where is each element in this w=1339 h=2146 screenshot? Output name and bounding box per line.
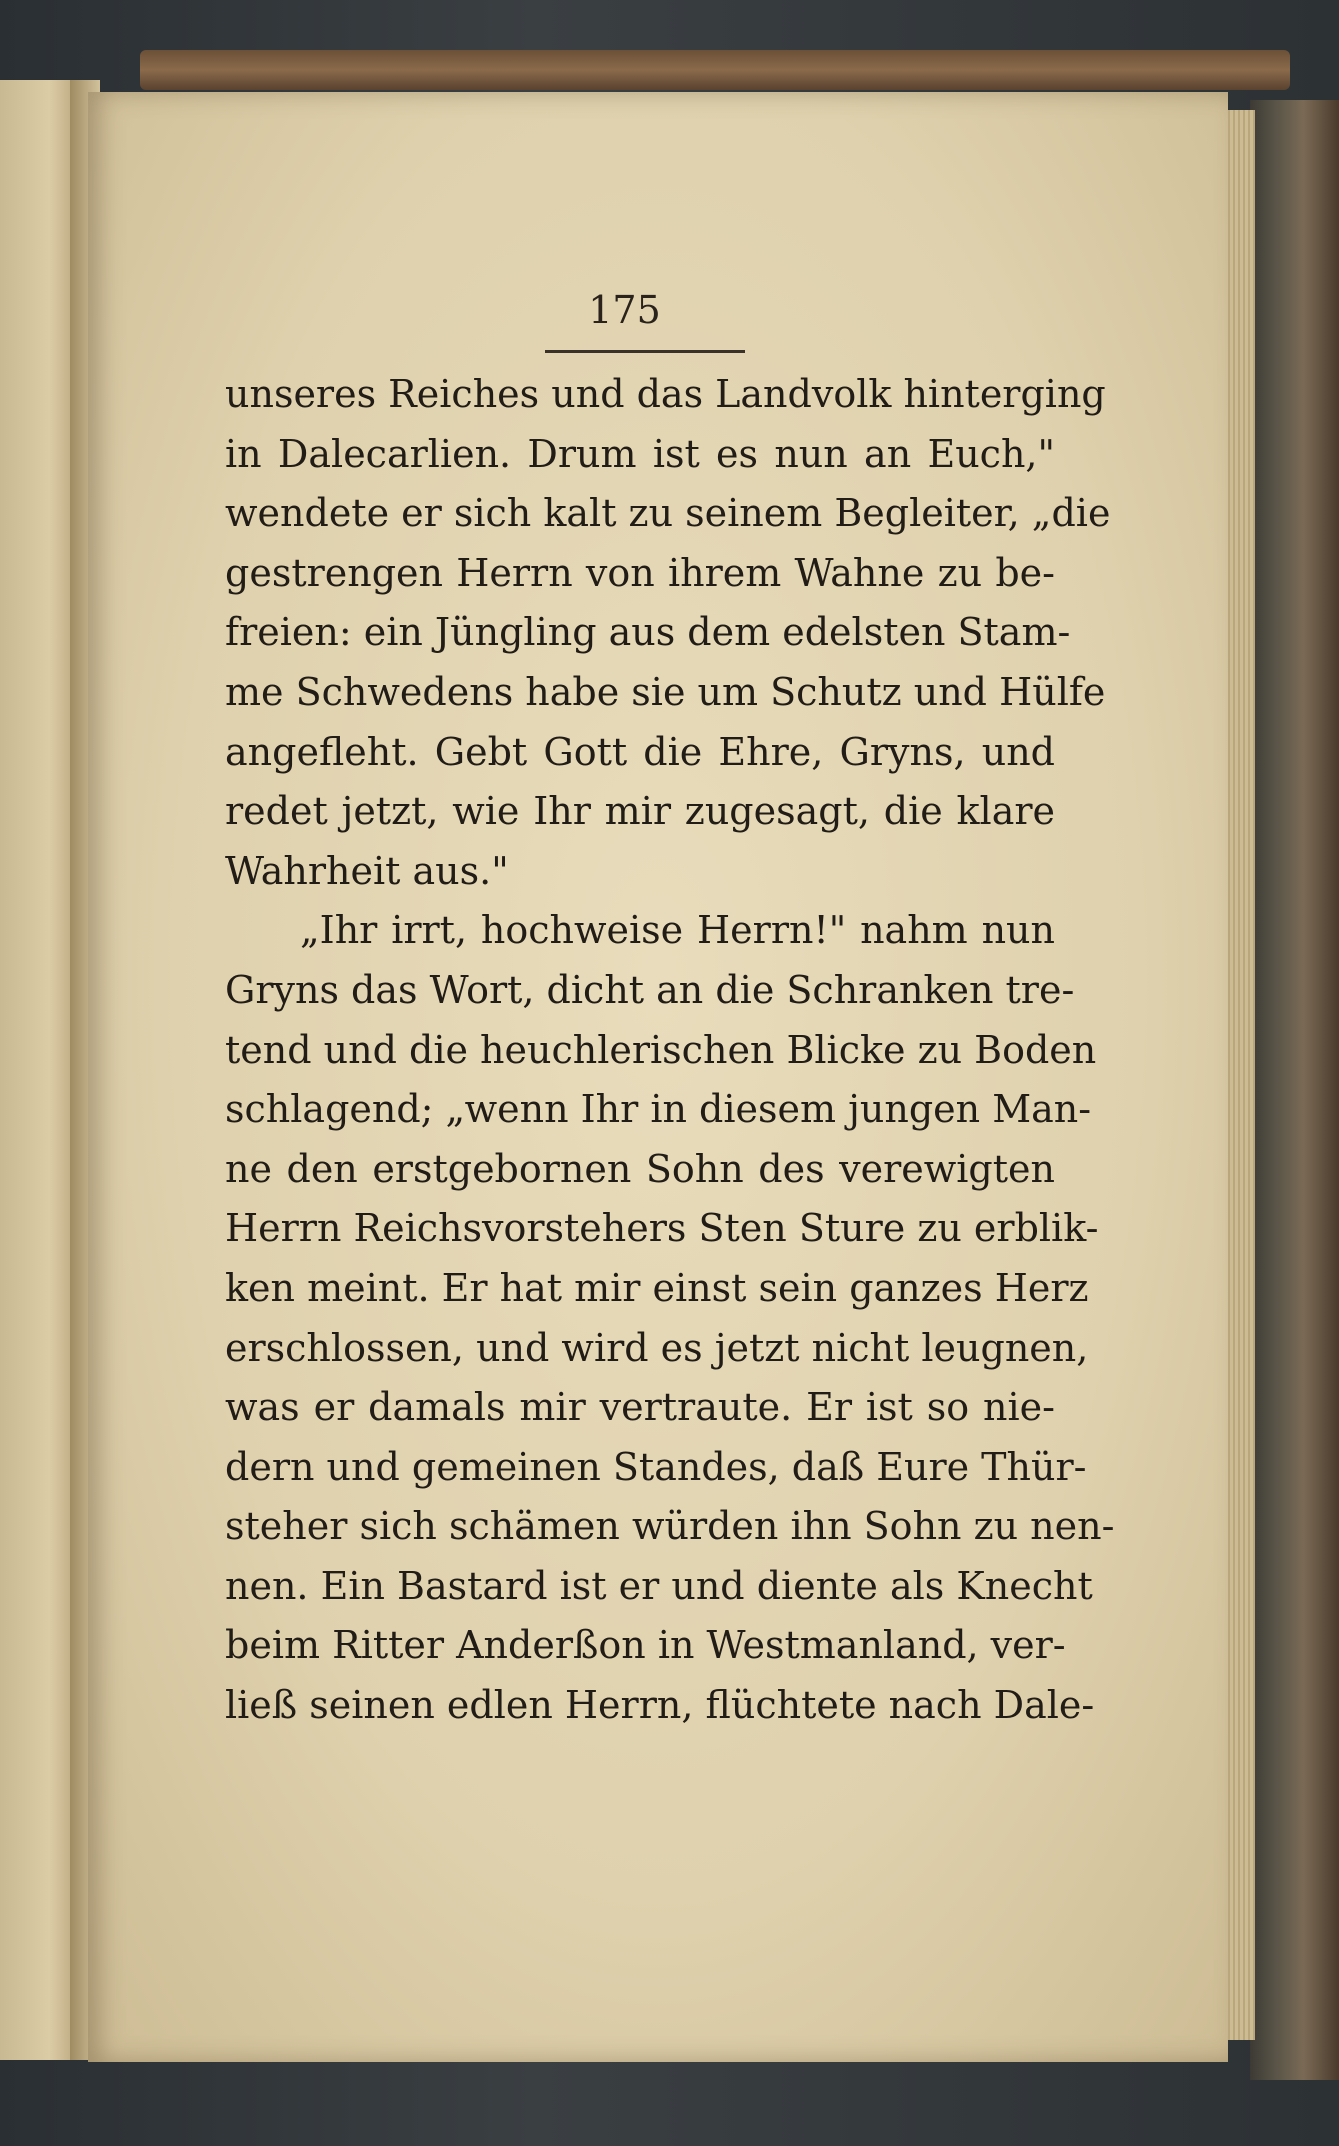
text-line: angefleht. Gebt Gott die Ehre, Gryns, und [225, 729, 1055, 774]
text-line: unseres Reiches und das Landvolk hinterging [225, 372, 1106, 416]
text-line: nen. Ein Bastard ist er und diente als Knecht [225, 1563, 1093, 1608]
text-line: Herrn Reichsvorstehers Sten Sture zu erblik- [225, 1206, 1099, 1251]
text-line: Wahrheit aus." [225, 848, 509, 893]
text-line: ken meint. Er hat mir einst sein ganzes Herz [225, 1265, 1089, 1310]
page-body [225, 365, 1115, 1736]
text-line: in Dalecarlien. Drum ist es nun an Euch," [225, 431, 1055, 476]
text-line: me Schwedens habe sie um Schutz und Hülfe [225, 669, 1106, 714]
header-rule [545, 350, 745, 353]
text-line: wendete er sich kalt zu seinem Begleiter, „die [225, 491, 1111, 536]
text-line: ließ seinen edlen Herrn, flüchtete nach Dale- [225, 1683, 1095, 1728]
text-line: beim Ritter Anderßon in Westmanland, ver- [225, 1623, 1066, 1668]
text-line: steher sich schämen würden ihn Sohn zu nen- [225, 1504, 1115, 1549]
page-number: 175 [588, 288, 661, 332]
text-line: „Ihr irrt, hochweise Herrn!" nahm nun [300, 908, 1055, 953]
text-line: was er damals mir vertraute. Er ist so nie- [225, 1385, 1055, 1430]
text-line: redet jetzt, wie Ihr mir zugesagt, die klare [225, 789, 1055, 834]
text-line: ne den erstgebornen Sohn des verewigten [225, 1146, 1055, 1191]
text-line: tend und die heuchlerischen Blicke zu Boden [225, 1027, 1097, 1072]
text-line: dern und gemeinen Standes, daß Eure Thür- [225, 1444, 1087, 1489]
text-line: schlagend; „wenn Ihr in diesem jungen Man- [225, 1087, 1092, 1132]
text-line: Gryns das Wort, dicht an die Schranken tre- [225, 967, 1075, 1012]
text-line: freien: ein Jüngling aus dem edelsten Stam- [225, 610, 1071, 655]
book-spine-edge [140, 50, 1290, 90]
back-cover-board [1250, 100, 1339, 2080]
text-line: gestrengen Herrn von ihrem Wahne zu be- [225, 550, 1055, 595]
text-line: erschlossen, und wird es jetzt nicht leugnen, [225, 1325, 1089, 1370]
